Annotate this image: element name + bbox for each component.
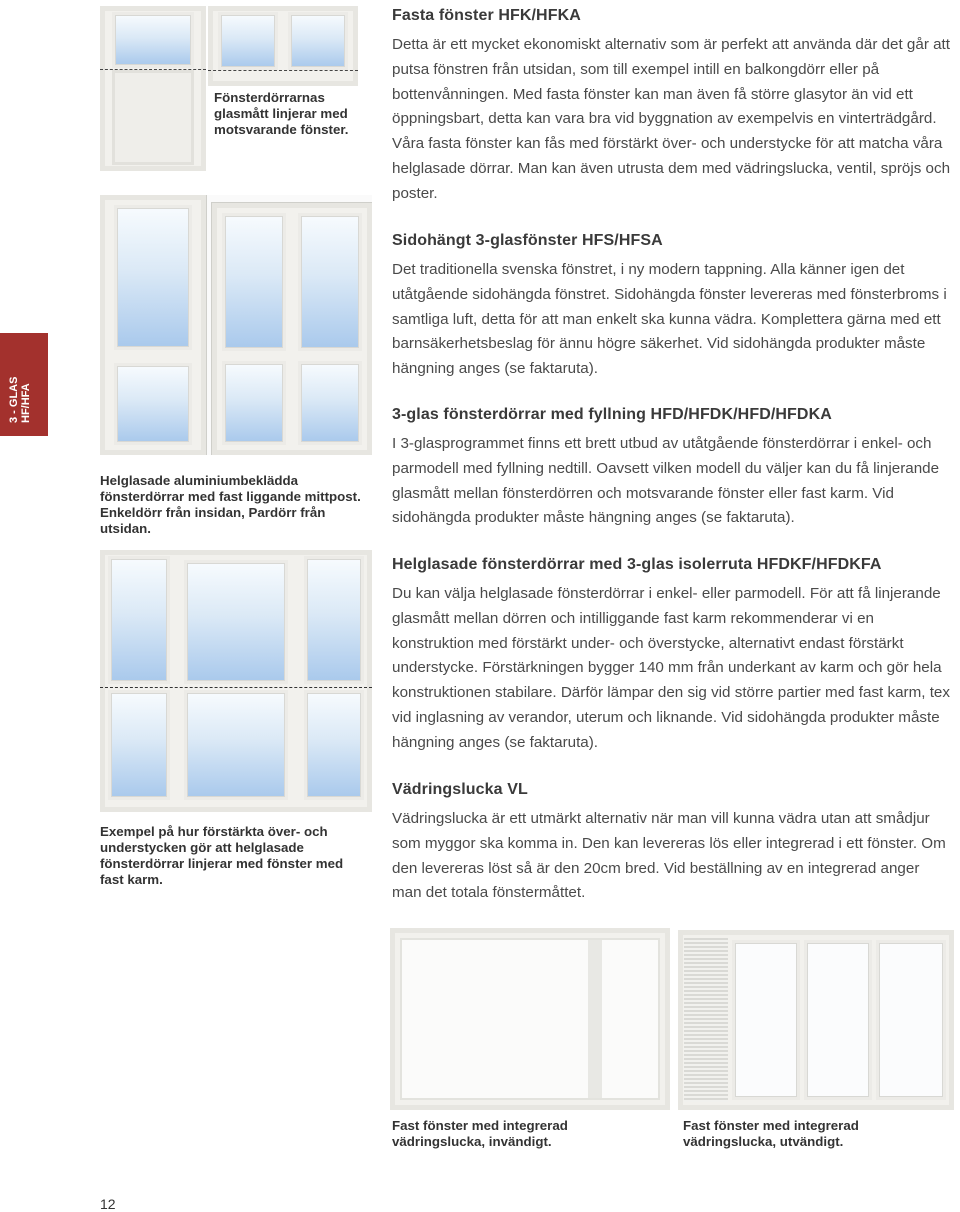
caption-image-right: Fast fönster med integrerad vädringslucka, utvändigt.	[683, 1118, 859, 1149]
body-helglasade: Du kan välja helglasade fönsterdörrar i enkel- eller parmodell. För att få linjerande glasmått mellan dörren och intilliggande fast karm rekommenderar vi en konstruktion med förstärkt under- och överstycke, alternativt endast förstärkt understycke. Förstärkningen bygger 140 mm från underkant av karm och gör hela konstruktionen stabilare. Därför lämpar den sig vid större partier med fast karm, tex vid inglasning av verandor, uterum och liknande. Vid sidohängda produkter måste hängning anges (se faktaruta).	[392, 585, 950, 751]
heading-fasta-fonster: Fasta fönster HFK/HFKA	[392, 7, 581, 24]
body-vadringslucka: Vädringslucka är ett utmärkt alternativ när man vill kunna vädra utan att smådjur som myggor ska komma in. Den kan levereras lös eller integrerad i ett fönster. Om den levereras löst så är den 20cm bred. Vid beställning av en integrerad anger man det totala fönstermåttet.	[392, 810, 946, 902]
caption-middle: Helglasade aluminiumbeklädda fönsterdörrar med fast liggande mittpost. Enkeldörr från insidan, Pardörr från utsidan.	[100, 473, 361, 536]
caption-bottom: Exempel på hur förstärkta över- och understycken gör att helglasade fönsterdörrar linjerar med fönster med fast karm.	[100, 824, 344, 887]
caption-image-left: Fast fönster med integrerad vädringslucka, invändigt.	[392, 1118, 568, 1149]
window-photo-outside	[678, 930, 954, 1110]
doors-photo-bottom	[100, 550, 372, 812]
body-fasta-fonster: Detta är ett mycket ekonomiskt alternativ som är perfekt att använda där det går att putsa fönstren från utsidan, som till exempel intill en balkongdörr eller på bottenvånningen. Med fasta fönster kan man även få större glasytor än vid ett öppningsbart, detta kan vara bra vid byggnation av exempelvis en vinterträdgård. Våra fasta fönster kan fås med förstärkt över- och understycke för att matcha våra helglasade dörrar. Man kan även utrusta dem med vädringslucka, ventil, spröjs och poster.	[392, 36, 951, 202]
window-photo-inside	[390, 928, 670, 1110]
chapter-tab	[0, 333, 48, 436]
caption-top: Fönsterdörrarnas glasmått linjerar med motsvarande fönster.	[214, 90, 349, 137]
heading-helglasade: Helglasade fönsterdörrar med 3-glas isolerruta HFDKF/HFDKFA	[392, 556, 882, 573]
heading-sidohangt: Sidohängt 3-glasfönster HFS/HFSA	[392, 232, 663, 249]
heading-fonsterdorrar-fyllning: 3-glas fönsterdörrar med fyllning HFD/HFDK/HFD/HFDKA	[392, 406, 832, 423]
window-photo-top	[208, 6, 358, 86]
chapter-tab-label: 3 - GLAS HF/HFA	[8, 376, 32, 423]
door-window-photo-top	[100, 6, 206, 171]
heading-vadringslucka: Vädringslucka VL	[392, 781, 528, 798]
body-fonsterdorrar-fyllning: I 3-glasprogrammet finns ett brett utbud av utåtgående fönsterdörrar i enkel- och parmodell med fyllning nedtill. Oavsett vilken modell du väljer kan du få linjerande glasmått mellan fönsterdörren och motsvarande fönster eller fast karm. Vid sidohängda produkter måste hängning anges (se faktaruta).	[392, 435, 940, 527]
page-number: 12	[100, 1196, 116, 1212]
body-sidohangt: Det traditionella svenska fönstret, i ny modern tappning. Alla känner igen det utåtgående sidohängda fönstret. Sidohängda fönster levereras med fönsterbroms i samtliga luft, detta för att man enkelt ska kunna vädra. Komplettera gärna med ett barnsäkerhetsbeslag för ännu högre säkerhet. Vid sidohängda produkter måste hängning anges (se faktaruta).	[392, 261, 947, 378]
doors-photo-middle	[100, 195, 372, 455]
